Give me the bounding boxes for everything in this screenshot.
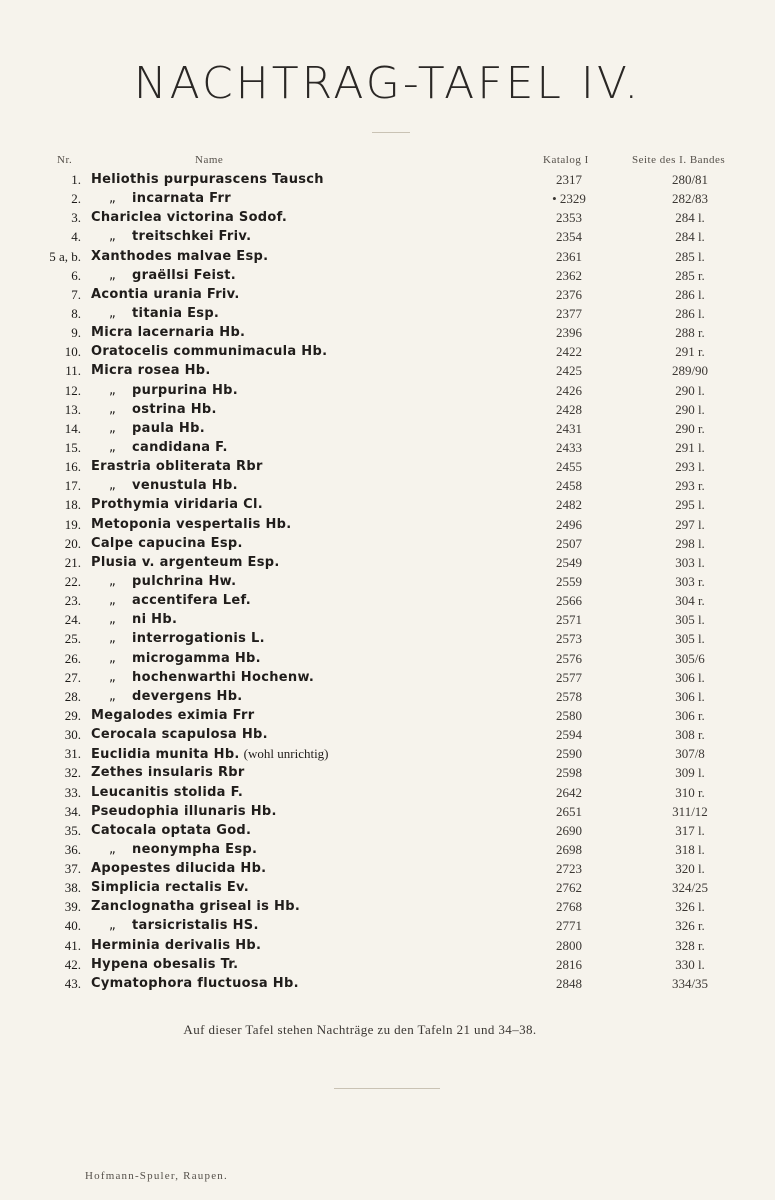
page-reference: 288 r. bbox=[675, 325, 705, 341]
page-reference: 324/25 bbox=[671, 880, 709, 896]
row-number: 8. bbox=[71, 305, 81, 321]
katalog-number: 2396 bbox=[556, 325, 582, 341]
species-name bbox=[91, 649, 261, 668]
row-number: 4. bbox=[71, 229, 81, 245]
katalog-number: 2698 bbox=[556, 841, 582, 857]
species-name bbox=[91, 247, 268, 266]
species-name bbox=[91, 323, 245, 342]
species-name bbox=[91, 495, 263, 514]
page-reference: 286 l. bbox=[675, 286, 705, 302]
species-name bbox=[91, 189, 231, 208]
species-name bbox=[91, 610, 177, 629]
species-name-text: venustula Hb. bbox=[132, 478, 238, 494]
table-row bbox=[0, 476, 775, 495]
katalog-number: 2651 bbox=[556, 803, 582, 819]
species-name bbox=[91, 763, 245, 782]
divider-bottom bbox=[334, 1088, 440, 1089]
table-row bbox=[0, 400, 775, 419]
species-name-text: paula Hb. bbox=[132, 420, 205, 436]
species-name-text: Acontia urania Friv. bbox=[91, 286, 240, 302]
ditto-mark: „ bbox=[109, 669, 117, 685]
page-reference: 293 l. bbox=[675, 459, 705, 475]
katalog-number: 2566 bbox=[556, 593, 582, 609]
header-name: Name bbox=[195, 154, 224, 166]
ditto-mark: „ bbox=[109, 478, 117, 494]
species-name bbox=[91, 285, 240, 304]
header-seite: Seite des I. Bandes bbox=[632, 154, 726, 166]
table-row bbox=[0, 706, 775, 725]
row-number: 13. bbox=[64, 401, 81, 417]
row-number: 17. bbox=[64, 478, 81, 494]
species-name bbox=[91, 821, 251, 840]
row-number: 30. bbox=[64, 727, 81, 743]
species-name bbox=[91, 974, 299, 993]
table-row bbox=[0, 744, 775, 763]
katalog-number: 2771 bbox=[556, 918, 582, 934]
species-name-text: Apopestes dilucida Hb. bbox=[91, 861, 267, 877]
page-reference: 303 l. bbox=[675, 554, 705, 570]
page-reference: 295 l. bbox=[675, 497, 705, 513]
table-row bbox=[0, 897, 775, 916]
row-number: 37. bbox=[64, 861, 81, 877]
katalog-number: 2361 bbox=[556, 248, 582, 264]
species-name bbox=[91, 534, 243, 553]
katalog-number: • 2329 bbox=[552, 191, 586, 207]
species-name-text: Euclidia munita Hb. bbox=[91, 747, 240, 763]
table-row bbox=[0, 763, 775, 782]
page-reference: 326 r. bbox=[675, 918, 705, 934]
species-name-text: incarnata Frr bbox=[132, 191, 231, 207]
species-name bbox=[91, 591, 251, 610]
page-reference: 307/8 bbox=[675, 746, 705, 762]
species-name bbox=[91, 170, 324, 189]
species-name bbox=[91, 419, 205, 438]
ditto-mark: „ bbox=[109, 229, 117, 245]
katalog-number: 2590 bbox=[556, 746, 582, 762]
species-name-text: Calpe capucina Esp. bbox=[91, 535, 243, 551]
ditto-mark: „ bbox=[109, 593, 117, 609]
species-name-text: neonympha Esp. bbox=[132, 841, 258, 857]
table-row bbox=[0, 821, 775, 840]
row-number: 27. bbox=[64, 669, 81, 685]
table-row bbox=[0, 859, 775, 878]
katalog-number: 2549 bbox=[556, 554, 582, 570]
page-reference: 318 l. bbox=[675, 841, 705, 857]
species-name-text: Zethes insularis Rbr bbox=[91, 765, 245, 781]
table-row bbox=[0, 247, 775, 266]
species-name bbox=[91, 744, 329, 764]
ditto-mark: „ bbox=[109, 267, 117, 283]
species-name bbox=[91, 916, 259, 935]
row-number: 1. bbox=[71, 172, 81, 187]
species-name bbox=[91, 400, 217, 419]
table-row bbox=[0, 629, 775, 648]
species-name-text: Oratocelis communimacula Hb. bbox=[91, 344, 328, 360]
species-name bbox=[91, 361, 211, 380]
row-number: 10. bbox=[64, 344, 81, 360]
page-reference: 304 r. bbox=[675, 593, 705, 609]
row-number: 5 a, b. bbox=[49, 248, 81, 264]
page-reference: 289/90 bbox=[671, 363, 709, 379]
katalog-number: 2376 bbox=[556, 286, 582, 302]
species-name-text: devergens Hb. bbox=[132, 688, 243, 704]
species-name-text: hochenwarthi Hochenw. bbox=[132, 669, 315, 685]
page-reference: 326 l. bbox=[675, 899, 705, 915]
page-reference: 309 l. bbox=[675, 765, 705, 781]
row-number: 15. bbox=[64, 439, 81, 455]
page-reference: 306 r. bbox=[675, 707, 705, 723]
species-name-text: Hypena obesalis Tr. bbox=[91, 956, 239, 972]
table-row bbox=[0, 974, 775, 993]
species-name bbox=[91, 936, 261, 955]
ditto-mark: „ bbox=[109, 841, 117, 857]
row-number: 29. bbox=[64, 707, 81, 723]
row-number: 22. bbox=[64, 573, 81, 589]
table-row bbox=[0, 381, 775, 400]
species-name-text: ni Hb. bbox=[132, 612, 178, 628]
species-name-text: Megalodes eximia Frr bbox=[91, 707, 255, 723]
katalog-number: 2455 bbox=[556, 459, 582, 475]
ditto-mark: „ bbox=[109, 439, 117, 455]
table-row bbox=[0, 342, 775, 361]
page-reference: 308 r. bbox=[675, 727, 705, 743]
row-number: 35. bbox=[64, 822, 81, 838]
header-nr: Nr. bbox=[57, 154, 73, 166]
species-name bbox=[91, 457, 263, 476]
page-reference: 297 l. bbox=[675, 516, 705, 532]
table-row bbox=[0, 916, 775, 935]
katalog-number: 2762 bbox=[556, 880, 582, 896]
species-name-text: Micra rosea Hb. bbox=[91, 363, 211, 379]
species-name-text: Heliothis purpurascens Tausch bbox=[91, 172, 324, 187]
ditto-mark: „ bbox=[109, 420, 117, 436]
row-number: 12. bbox=[64, 382, 81, 398]
species-name-text: ostrina Hb. bbox=[132, 401, 217, 417]
row-number: 7. bbox=[71, 286, 81, 302]
row-number: 20. bbox=[64, 535, 81, 551]
species-name bbox=[91, 629, 265, 648]
page-reference: 280/81 bbox=[671, 172, 709, 187]
row-number: 32. bbox=[64, 765, 81, 781]
header-katalog: Katalog I bbox=[543, 154, 589, 166]
row-number: 36. bbox=[64, 841, 81, 857]
table-row bbox=[0, 668, 775, 687]
species-name bbox=[91, 878, 249, 897]
katalog-number: 2431 bbox=[556, 420, 582, 436]
row-number: 2. bbox=[71, 191, 81, 207]
species-name bbox=[91, 476, 238, 495]
species-name-text: candidana F. bbox=[132, 439, 228, 455]
katalog-number: 2559 bbox=[556, 573, 582, 589]
page-reference: 305 l. bbox=[675, 612, 705, 628]
katalog-number: 2577 bbox=[556, 669, 582, 685]
table-row bbox=[0, 323, 775, 342]
species-name-text: Catocala optata God. bbox=[91, 822, 252, 838]
plate-note: Auf dieser Tafel stehen Nachträge zu den Tafeln 21 und 34–38. bbox=[183, 1022, 537, 1037]
table-row bbox=[0, 419, 775, 438]
species-name bbox=[91, 438, 228, 457]
ditto-mark: „ bbox=[109, 612, 117, 628]
species-name bbox=[91, 802, 277, 821]
page-reference: 285 l. bbox=[675, 248, 705, 264]
row-number: 34. bbox=[64, 803, 81, 819]
row-number: 11. bbox=[65, 363, 81, 379]
row-number: 3. bbox=[71, 210, 81, 226]
species-name bbox=[91, 840, 257, 859]
row-number: 9. bbox=[71, 325, 81, 341]
katalog-number: 2422 bbox=[556, 344, 582, 360]
ditto-mark: „ bbox=[109, 382, 117, 398]
table-row bbox=[0, 955, 775, 974]
katalog-number: 2768 bbox=[556, 899, 582, 915]
table-row bbox=[0, 208, 775, 227]
row-number: 42. bbox=[64, 956, 81, 972]
page-reference: 284 l. bbox=[675, 229, 705, 245]
page-reference: 286 l. bbox=[675, 305, 705, 321]
table-row bbox=[0, 725, 775, 744]
row-number: 25. bbox=[64, 631, 81, 647]
species-table bbox=[0, 170, 775, 993]
ditto-mark: „ bbox=[109, 305, 117, 321]
katalog-number: 2377 bbox=[556, 305, 582, 321]
table-row bbox=[0, 553, 775, 572]
page-reference: 317 l. bbox=[675, 822, 705, 838]
table-row bbox=[0, 936, 775, 955]
katalog-number: 2576 bbox=[556, 650, 582, 666]
table-row bbox=[0, 189, 775, 208]
row-number: 24. bbox=[64, 612, 81, 628]
species-name-text: accentifera Lef. bbox=[132, 593, 251, 609]
species-name-text: interrogationis L. bbox=[132, 631, 265, 647]
katalog-number: 2690 bbox=[556, 822, 582, 838]
page-reference: 334/35 bbox=[671, 975, 709, 991]
page-reference: 282/83 bbox=[671, 191, 709, 207]
page-reference: 291 l. bbox=[675, 439, 705, 455]
row-number: 26. bbox=[64, 650, 81, 666]
row-number: 16. bbox=[64, 459, 81, 475]
katalog-number: 2458 bbox=[556, 478, 582, 494]
species-name bbox=[91, 897, 300, 916]
species-name bbox=[91, 227, 251, 246]
row-number: 41. bbox=[64, 937, 81, 953]
katalog-number: 2354 bbox=[556, 229, 582, 245]
ditto-mark: „ bbox=[109, 401, 117, 417]
divider-top bbox=[372, 132, 410, 133]
species-name bbox=[91, 955, 238, 974]
table-row bbox=[0, 572, 775, 591]
species-name bbox=[91, 266, 236, 285]
row-number: 40. bbox=[64, 918, 81, 934]
ditto-mark: „ bbox=[109, 688, 117, 704]
species-name bbox=[91, 706, 254, 725]
species-name bbox=[91, 687, 243, 706]
page-reference: 285 r. bbox=[675, 267, 705, 283]
katalog-number: 2507 bbox=[556, 535, 582, 551]
table-row bbox=[0, 266, 775, 285]
katalog-number: 2573 bbox=[556, 631, 582, 647]
page-reference: 290 l. bbox=[675, 401, 705, 417]
page-reference: 298 l. bbox=[675, 535, 705, 551]
katalog-number: 2362 bbox=[556, 267, 582, 283]
katalog-number: 2428 bbox=[556, 401, 582, 417]
page-reference: 310 r. bbox=[675, 784, 705, 800]
page-reference: 291 r. bbox=[675, 344, 705, 360]
table-row bbox=[0, 285, 775, 304]
species-name bbox=[91, 515, 292, 534]
publisher-footer: Hofmann-Spuler, Raupen. bbox=[85, 1170, 228, 1182]
species-name bbox=[91, 553, 280, 572]
table-row bbox=[0, 591, 775, 610]
katalog-number: 2594 bbox=[556, 727, 582, 743]
species-name-text: tarsicristalis HS. bbox=[132, 918, 259, 934]
katalog-number: 2426 bbox=[556, 382, 582, 398]
row-number: 39. bbox=[64, 899, 81, 915]
row-number: 6. bbox=[71, 267, 81, 283]
page-reference: 305/6 bbox=[675, 650, 705, 666]
page-reference: 290 r. bbox=[675, 420, 705, 436]
table-row bbox=[0, 783, 775, 802]
page-reference: 306 l. bbox=[675, 688, 705, 704]
katalog-number: 2816 bbox=[556, 956, 582, 972]
katalog-number: 2580 bbox=[556, 707, 582, 723]
species-name-text: Cerocala scapulosa Hb. bbox=[91, 727, 268, 743]
table-row bbox=[0, 649, 775, 668]
species-name-text: Chariclea victorina Sodof. bbox=[91, 210, 288, 226]
row-number: 38. bbox=[64, 880, 81, 896]
species-remark: (wohl unrichtig) bbox=[243, 746, 329, 762]
species-name bbox=[91, 572, 236, 591]
row-number: 43. bbox=[64, 975, 81, 991]
row-number: 21. bbox=[64, 554, 81, 570]
katalog-number: 2848 bbox=[556, 975, 582, 991]
table-row bbox=[0, 304, 775, 323]
ditto-mark: „ bbox=[109, 573, 117, 589]
species-name-text: Zanclognatha griseal is Hb. bbox=[91, 899, 301, 915]
table-row bbox=[0, 515, 775, 534]
species-name-text: Erastria obliterata Rbr bbox=[91, 459, 263, 475]
table-row bbox=[0, 687, 775, 706]
page-reference: 284 l. bbox=[675, 210, 705, 226]
species-name bbox=[91, 342, 327, 361]
table-row bbox=[0, 802, 775, 821]
row-number: 33. bbox=[64, 784, 81, 800]
katalog-number: 2353 bbox=[556, 210, 582, 226]
ditto-mark: „ bbox=[109, 918, 117, 934]
species-name-text: treitschkei Friv. bbox=[132, 229, 252, 245]
species-name-text: Micra lacernaria Hb. bbox=[91, 325, 246, 341]
page-reference: 306 l. bbox=[675, 669, 705, 685]
ditto-mark: „ bbox=[109, 631, 117, 647]
katalog-number: 2482 bbox=[556, 497, 582, 513]
katalog-number: 2571 bbox=[556, 612, 582, 628]
species-name-text: Prothymia viridaria Cl. bbox=[91, 497, 263, 513]
katalog-number: 2317 bbox=[556, 172, 582, 187]
species-name-text: Metoponia vespertalis Hb. bbox=[91, 516, 292, 532]
row-number: 28. bbox=[64, 688, 81, 704]
species-name bbox=[91, 304, 219, 323]
table-row bbox=[0, 227, 775, 246]
katalog-number: 2723 bbox=[556, 861, 582, 877]
katalog-number: 2642 bbox=[556, 784, 582, 800]
species-name-text: Cymatophora fluctuosa Hb. bbox=[91, 975, 299, 991]
ditto-mark: „ bbox=[109, 191, 117, 207]
species-name-text: Herminia derivalis Hb. bbox=[91, 937, 262, 953]
table-row bbox=[0, 610, 775, 629]
katalog-number: 2598 bbox=[556, 765, 582, 781]
species-name bbox=[91, 859, 266, 878]
page-reference: 328 r. bbox=[675, 937, 705, 953]
row-number: 31. bbox=[64, 746, 81, 762]
species-name bbox=[91, 668, 314, 687]
plate-title: NACHTRAG-TAFEL IV. bbox=[133, 58, 642, 109]
page-reference: 330 l. bbox=[675, 956, 705, 972]
species-name-text: purpurina Hb. bbox=[132, 382, 239, 398]
species-name-text: graëllsi Feist. bbox=[132, 267, 237, 283]
katalog-number: 2433 bbox=[556, 439, 582, 455]
table-row bbox=[0, 878, 775, 897]
table-row bbox=[0, 840, 775, 859]
page-reference: 290 l. bbox=[675, 382, 705, 398]
species-name bbox=[91, 783, 243, 802]
page-reference: 303 r. bbox=[675, 573, 705, 589]
species-name bbox=[91, 725, 268, 744]
species-name-text: microgamma Hb. bbox=[132, 650, 261, 666]
table-row bbox=[0, 534, 775, 553]
species-name bbox=[91, 208, 287, 227]
species-name bbox=[91, 381, 238, 400]
table-row bbox=[0, 495, 775, 514]
table-row bbox=[0, 438, 775, 457]
table-row bbox=[0, 361, 775, 380]
page-reference: 311/12 bbox=[672, 803, 708, 819]
katalog-number: 2496 bbox=[556, 516, 582, 532]
species-name-text: Simplicia rectalis Ev. bbox=[91, 880, 249, 896]
row-number: 23. bbox=[64, 593, 81, 609]
table-row bbox=[0, 457, 775, 476]
row-number: 19. bbox=[64, 516, 81, 532]
katalog-number: 2800 bbox=[556, 937, 582, 953]
page-reference: 320 l. bbox=[675, 861, 705, 877]
species-name-text: titania Esp. bbox=[132, 305, 220, 321]
page-reference: 293 r. bbox=[675, 478, 705, 494]
katalog-number: 2578 bbox=[556, 688, 582, 704]
table-row bbox=[0, 170, 775, 189]
species-name-text: Pseudophia illunaris Hb. bbox=[91, 803, 277, 819]
species-name-text: pulchrina Hw. bbox=[132, 573, 237, 589]
species-name-text: Xanthodes malvae Esp. bbox=[91, 248, 269, 264]
ditto-mark: „ bbox=[109, 650, 117, 666]
row-number: 18. bbox=[64, 497, 81, 513]
katalog-number: 2425 bbox=[556, 363, 582, 379]
species-name-text: Plusia v. argenteum Esp. bbox=[91, 554, 280, 570]
row-number: 14. bbox=[64, 420, 81, 436]
page-reference: 305 l. bbox=[675, 631, 705, 647]
species-name-text: Leucanitis stolida F. bbox=[91, 784, 244, 800]
